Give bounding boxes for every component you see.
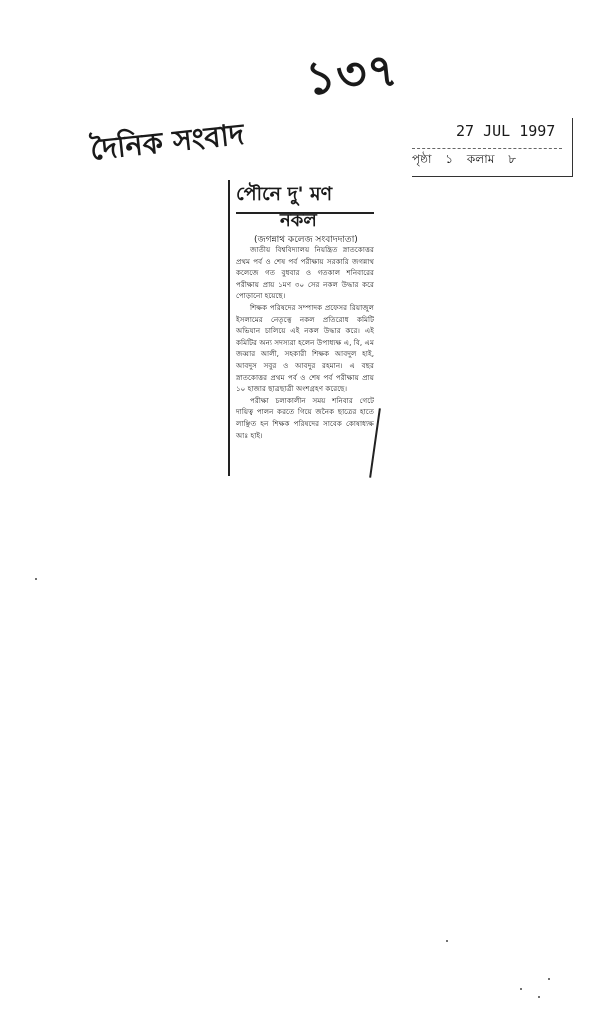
handwritten-page-number: ১৩৭ — [303, 42, 401, 106]
scan-speck — [35, 578, 37, 580]
article-paragraph: শিক্ষক পরিষদের সম্পাদক প্রফেসর রিয়াজুল ইসলামের নেতৃত্বে নকল প্রতিরোধ কমিটি অভিযান চালিয়ে এই নকল উদ্ধার করে। এই কমিটির অন্য সদস্যরা হলেন উপাধ্যক্ষ এ, বি, এম জব্বার আলী, সহকারী শিক্ষক আবদুল হাই, আবদুস সবুর ও আবদুর রহমান। এ বছর স্নাতকোত্তর প্রথম পর্ব ও শেষ পর্ব পরীক্ষায় প্রায় ১০ হাজার ছাত্রছাত্রী অংশগ্রহণ করেছে। — [236, 302, 374, 394]
scan-speck — [446, 940, 448, 942]
headline-line-1: পৌনে দু' মণ — [236, 180, 374, 214]
scan-speck — [520, 988, 522, 990]
stamp-column-value: ৮ — [508, 152, 517, 166]
article-body — [236, 244, 374, 441]
scan-speck — [538, 996, 540, 998]
stamp-column-label: কলাম — [466, 152, 495, 166]
stamp-page-label: পৃষ্ঠা — [412, 152, 432, 166]
newspaper-name: দৈনিক সংবাদ — [88, 116, 246, 167]
article-paragraph: পরীক্ষা চলাকালীন সময় শনিবার গেটে দায়িত্ব পালন করতে গিয়ে জনৈক ছাত্রের হাতে লাঞ্ছিত হন শিক্ষক পরিষদের সাবেক কোষাধ্যক্ষ আঃ হাই। — [236, 395, 374, 440]
stamp-date: 27 JUL 1997 — [456, 122, 556, 140]
article-dateline: (জগন্নাথ কলেজ সংবাদদাতা) — [254, 235, 358, 245]
date-stamp — [412, 118, 573, 177]
headline-line-2: নকল — [280, 210, 317, 231]
newspaper-clipping — [228, 180, 380, 476]
stamp-page-value: ১ — [445, 152, 454, 166]
scan-speck — [548, 978, 550, 980]
article-paragraph: জাতীয় বিশ্ববিদ্যালয় নিয়ন্ত্রিত স্নাতকোত্তর প্রথম পর্ব ও শেষ পর্ব পরীক্ষায় সরকারি জগন্নাথ কলেজে গত বুধবার ও গতকাল শনিবারের পরীক্ষায় প্রায় ১মণ ৩০ সের নকল উদ্ধার করে পোড়ানো হয়েছে। — [236, 245, 374, 301]
stamp-page-column-row — [412, 148, 562, 171]
